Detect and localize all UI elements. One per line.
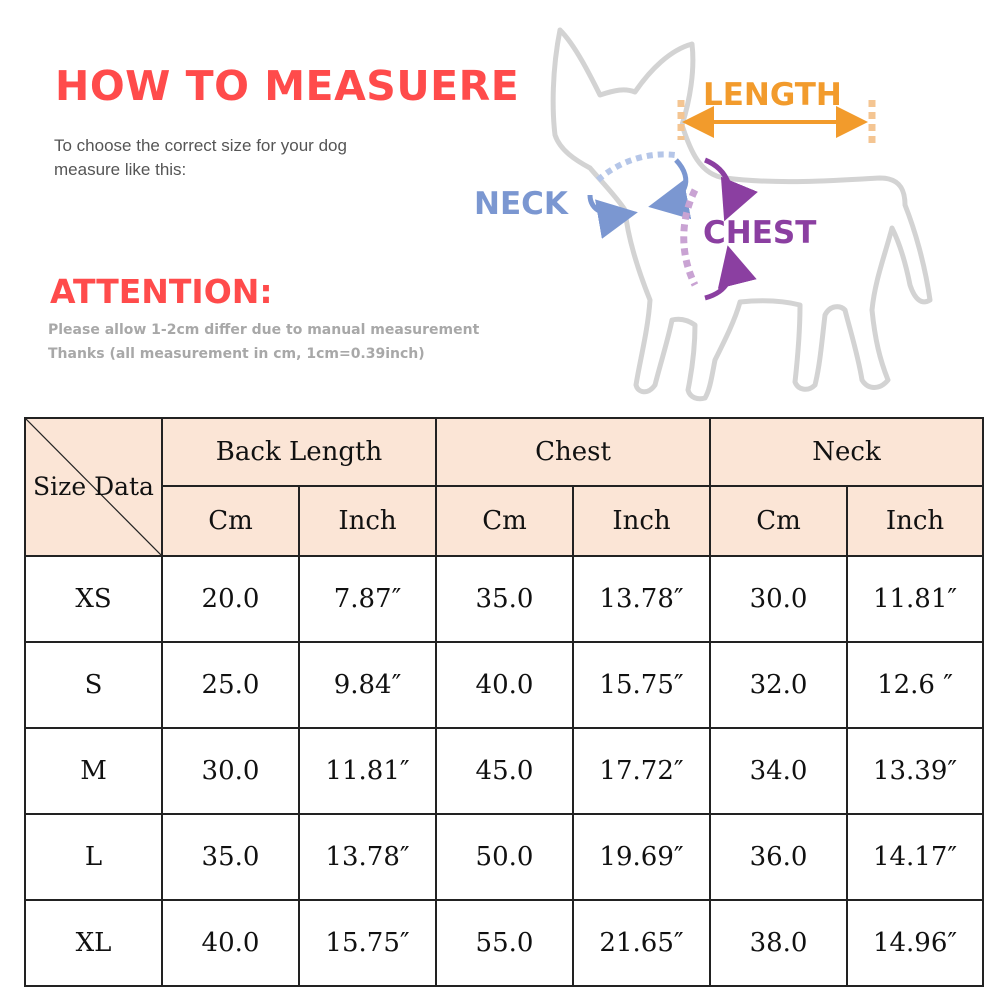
page-title: HOW TO MEASUERE xyxy=(55,62,520,110)
value-cell: 34.0 xyxy=(710,728,847,814)
group-header-chest: Chest xyxy=(436,418,710,486)
chest-label: CHEST xyxy=(703,215,817,251)
size-chart-table xyxy=(24,417,984,987)
value-cell: 32.0 xyxy=(710,642,847,728)
attention-title: ATTENTION: xyxy=(50,272,273,311)
value-cell: 17.72″ xyxy=(573,728,710,814)
value-cell: 15.75″ xyxy=(573,642,710,728)
size-cell: M xyxy=(25,728,162,814)
group-header-neck: Neck xyxy=(710,418,983,486)
table-row xyxy=(25,814,983,900)
unit-header-cell: Cm xyxy=(162,486,299,556)
value-cell: 35.0 xyxy=(436,556,573,642)
table-row xyxy=(25,900,983,986)
size-cell: S xyxy=(25,642,162,728)
value-cell: 14.96″ xyxy=(847,900,983,986)
value-cell: 55.0 xyxy=(436,900,573,986)
value-cell: 50.0 xyxy=(436,814,573,900)
neck-label: NECK xyxy=(474,186,568,222)
table-row xyxy=(25,642,983,728)
corner-label: Size Data xyxy=(33,472,154,501)
value-cell: 11.81″ xyxy=(847,556,983,642)
table-unit-header-row xyxy=(25,486,983,556)
value-cell: 38.0 xyxy=(710,900,847,986)
value-cell: 12.6 ″ xyxy=(847,642,983,728)
size-cell: L xyxy=(25,814,162,900)
corner-header-cell xyxy=(25,418,162,556)
size-cell: XL xyxy=(25,900,162,986)
value-cell: 14.17″ xyxy=(847,814,983,900)
table-row xyxy=(25,728,983,814)
value-cell: 11.81″ xyxy=(299,728,436,814)
value-cell: 13.78″ xyxy=(299,814,436,900)
table-group-header-row xyxy=(25,418,983,486)
unit-header-cell: Inch xyxy=(847,486,983,556)
instructions-line-2: measure like this: xyxy=(54,160,187,179)
unit-header-cell: Inch xyxy=(573,486,710,556)
unit-header-cell: Cm xyxy=(710,486,847,556)
unit-header-cell: Inch xyxy=(299,486,436,556)
value-cell: 19.69″ xyxy=(573,814,710,900)
value-cell: 40.0 xyxy=(162,900,299,986)
attention-note-line-2: Thanks (all measurement in cm, 1cm=0.39inch) xyxy=(48,346,425,362)
table-row xyxy=(25,556,983,642)
value-cell: 45.0 xyxy=(436,728,573,814)
value-cell: 30.0 xyxy=(162,728,299,814)
group-header-back-length: Back Length xyxy=(162,418,436,486)
value-cell: 9.84″ xyxy=(299,642,436,728)
size-cell: XS xyxy=(25,556,162,642)
value-cell: 30.0 xyxy=(710,556,847,642)
value-cell: 21.65″ xyxy=(573,900,710,986)
value-cell: 7.87″ xyxy=(299,556,436,642)
attention-note xyxy=(48,318,498,366)
value-cell: 13.78″ xyxy=(573,556,710,642)
value-cell: 13.39″ xyxy=(847,728,983,814)
value-cell: 35.0 xyxy=(162,814,299,900)
value-cell: 20.0 xyxy=(162,556,299,642)
value-cell: 25.0 xyxy=(162,642,299,728)
value-cell: 36.0 xyxy=(710,814,847,900)
instructions xyxy=(54,134,347,182)
instructions-line-1: To choose the correct size for your dog xyxy=(54,136,347,155)
value-cell: 40.0 xyxy=(436,642,573,728)
unit-header-cell: Cm xyxy=(436,486,573,556)
value-cell: 15.75″ xyxy=(299,900,436,986)
attention-note-line-1: Please allow 1-2cm differ due to manual measurement xyxy=(48,322,480,338)
length-label: LENGTH xyxy=(703,77,842,113)
